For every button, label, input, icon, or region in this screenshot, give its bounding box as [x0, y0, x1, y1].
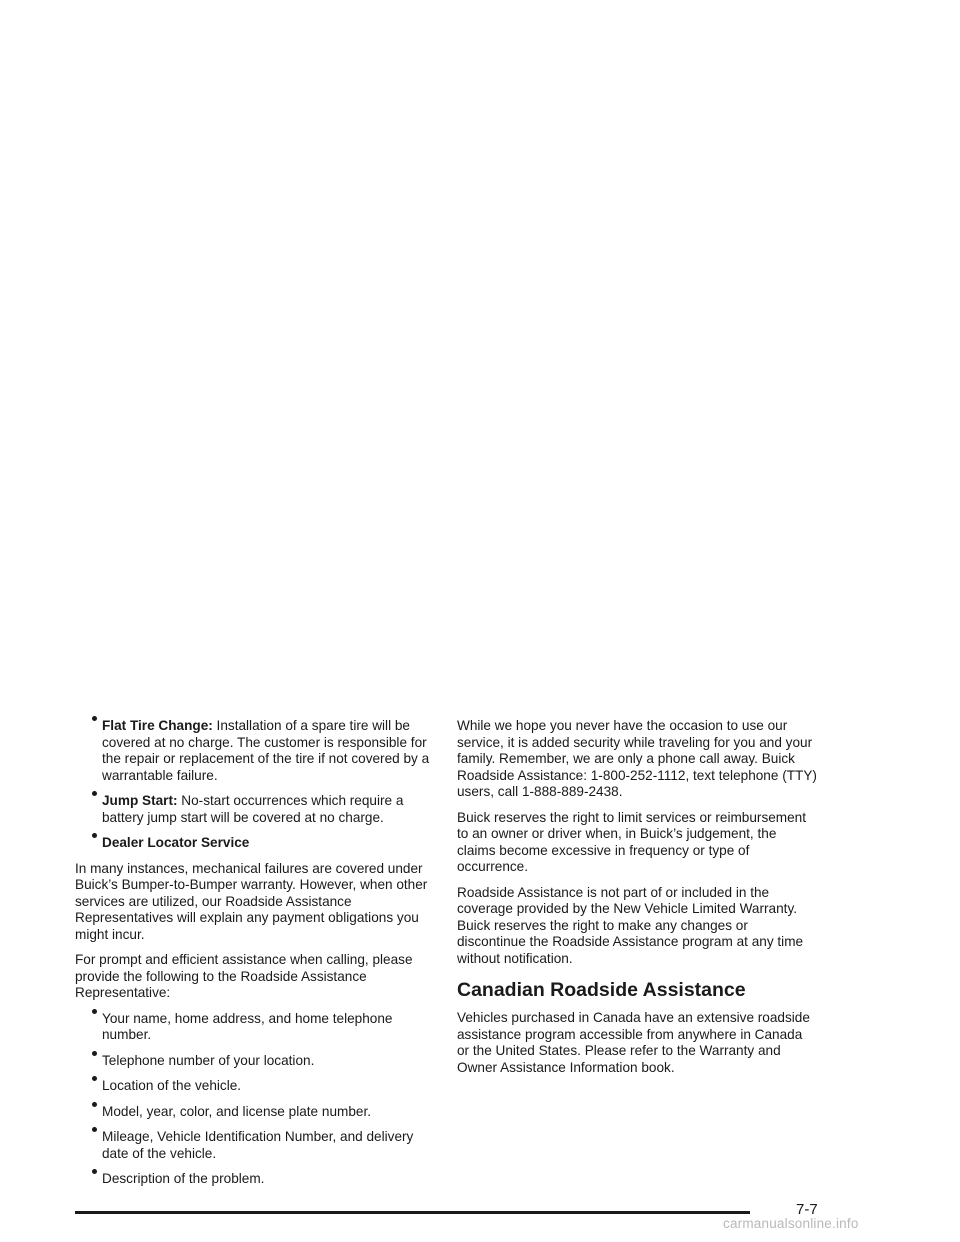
- list-item-dealer-locator: [75, 835, 435, 852]
- page-number: 7-7: [796, 1201, 818, 1218]
- list-item: Your name, home address, and home telephone number.: [75, 1011, 435, 1044]
- list-item-flat-tire: [75, 718, 435, 784]
- list-item: Location of the vehicle.: [75, 1078, 435, 1095]
- bullet-text: Installation of a spare tire will be covered at no charge. The customer is responsible for the repair or replacement of the tire if not covered by a warrantable failure.: [102, 718, 430, 783]
- bullet-label: Flat Tire Change:: [102, 718, 213, 733]
- right-column: [457, 718, 817, 1085]
- section-heading-canadian: Canadian Roadside Assistance: [457, 979, 746, 1001]
- paragraph-reserves-right: Buick reserves the right to limit services or reimbursement to an owner or driver when, in Buick’s judgement, the claims become excessive in frequency or type of occurrence.: [457, 809, 807, 874]
- footer-rule: [75, 1211, 750, 1214]
- paragraph-security: While we hope you never have the occasion to use our service, it is added security while traveling for you and your family. Remember, we are only a phone call away. Buick Roadside Assistance: 1-800-252-1112, text telephone (TTY) users, call 1-888-889-2438.: [457, 718, 817, 799]
- left-column: [75, 718, 435, 1197]
- paragraph-canada: Vehicles purchased in Canada have an extensive roadside assistance program accessible from anywhere in Canada or the United States. Please refer to the Warranty and Owner Assistance Information book.: [457, 1010, 810, 1075]
- paragraph-not-warranty: Roadside Assistance is not part of or included in the coverage provided by the New Vehicle Limited Warranty. Buick reserves the right to make any changes or discontinue the Roadside Assistance program at any time without notification.: [457, 884, 804, 966]
- bullet-text: No-start occurrences which require a battery jump start will be covered at no charge.: [102, 793, 404, 825]
- paragraph-prompt-assistance: For prompt and efficient assistance when calling, please provide the following to the Roadside Assistance Representative:: [75, 952, 413, 1000]
- bullet-label: Dealer Locator Service: [102, 835, 250, 850]
- list-item: Telephone number of your location.: [75, 1053, 435, 1070]
- list-item: Mileage, Vehicle Identification Number, and delivery date of the vehicle.: [75, 1129, 435, 1162]
- paragraph-bumper-warranty: In many instances, mechanical failures are covered under Buick’s Bumper-to-Bumper warranty. However, when other services are utilized, our Roadside Assistance Representatives will explain any payment obligations you might incur.: [75, 860, 428, 942]
- list-item: Description of the problem.: [75, 1171, 435, 1188]
- list-item: Model, year, color, and license plate number.: [75, 1104, 435, 1121]
- list-item-jump-start: [75, 793, 435, 826]
- watermark: carmanualsonline.info: [723, 1216, 859, 1231]
- bullet-label: Jump Start:: [102, 793, 178, 808]
